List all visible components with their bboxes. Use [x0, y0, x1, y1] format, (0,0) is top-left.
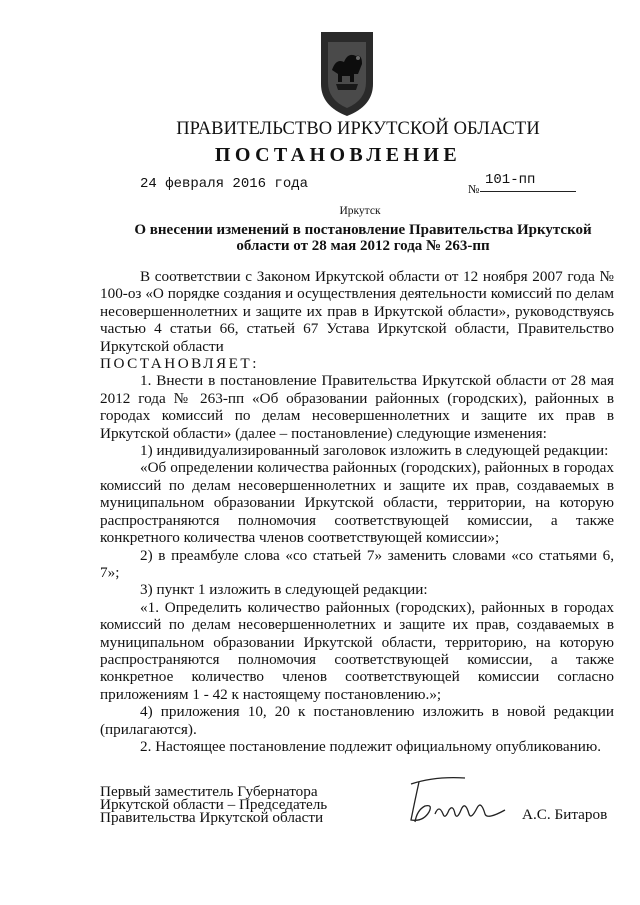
signatory-position: [100, 785, 327, 824]
paragraph-1-item-1-text: «Об определении количества районных (городских), районных в городах комиссий по делам несовершеннолетних и защите их прав, создаваемых в муниципальном образовании Иркутской области, территории, на которую распространяются полномочия соответствующей комиссии, а также конкретного количества членов соответствующей комиссии»;: [100, 459, 614, 547]
document-number: 101-пп: [485, 172, 536, 188]
number-underline: [480, 191, 576, 192]
preamble-paragraph: В соответствии с Законом Иркутской области от 12 ноября 2007 года № 100-оз «О порядке создания и осуществления деятельности комиссий по делам несовершеннолетних и защите их прав в Иркутской области», руководствуясь частью 4 статьи 66, статьей 67 Устава Иркутской области, Правительство Иркутской области: [100, 268, 614, 355]
signatory-name: А.С. Битаров: [522, 806, 608, 823]
document-body: [100, 268, 614, 755]
paragraph-1-item-1: 1) индивидуализированный заголовок изложить в следующей редакции:: [140, 442, 609, 460]
paragraph-1-item-4: 4) приложения 10, 20 к постановлению изложить в новой редакции (прилагаются).: [100, 703, 614, 738]
paragraph-1-item-3: 3) пункт 1 изложить в следующей редакции:: [140, 581, 428, 599]
paragraph-1-item-2: 2) в преамбуле слова «со статьей 7» заменить словами «со статьями 6, 7»;: [100, 546, 614, 581]
handwritten-signature: [405, 770, 515, 830]
document-date: 24 февраля 2016 года: [140, 176, 309, 192]
paragraph-2: 2. Настоящее постановление подлежит официальному опубликованию.: [140, 737, 602, 755]
number-sign: №: [468, 182, 480, 196]
document-kind: ПОСТАНОВЛЕНИЕ: [214, 144, 462, 166]
postanovlyaet-heading: ПОСТАНОВЛЯЕТ:: [100, 355, 259, 373]
signatory-position-line-3: Правительства Иркутской области: [100, 809, 324, 826]
city-name: Иркутск: [339, 205, 381, 217]
paragraph-1: 1. Внести в постановление Правительства Иркутской области от 28 мая 2012 года № 263-пп «Об образовании районных (городских), районных в городах комиссий по делам несовершеннолетних и защите их прав в Иркутской области» (далее – постановление) следующие изменения:: [100, 372, 614, 442]
paragraph-1-item-3-text: «1. Определить количество районных (городских), районных в городах комиссий по делам несовершеннолетних и защите их прав, создаваемых в муниципальном образовании Иркутской области, территорию, на которую распространяются полномочия соответствующей комиссии, а также конкретное количество членов соответствующей комиссии согласно приложениям 1 - 42 к настоящему постановлению.»;: [100, 598, 614, 703]
government-name: ПРАВИТЕЛЬСТВО ИРКУТСКОЙ ОБЛАСТИ: [176, 119, 540, 139]
signatory-position-line-1: Первый заместитель Губернатора: [100, 783, 318, 800]
signatory-position-line-2: Иркутской области – Председатель: [100, 796, 328, 813]
document-title: О внесении изменений в постановление Правительства Иркутской области от 28 мая 2012 года № 263-пп: [134, 222, 592, 254]
coat-of-arms-icon: [318, 28, 376, 118]
